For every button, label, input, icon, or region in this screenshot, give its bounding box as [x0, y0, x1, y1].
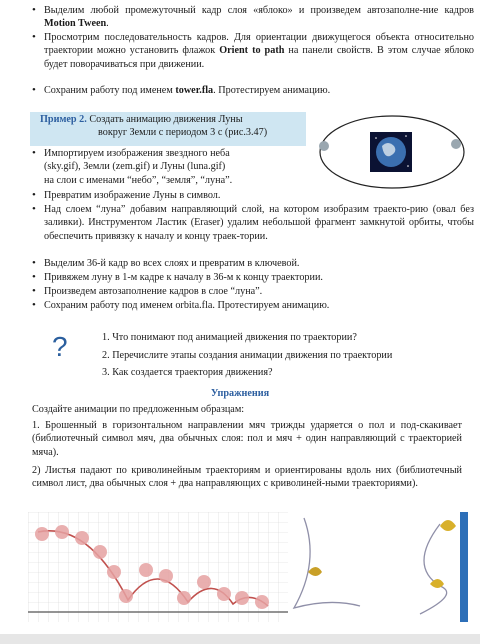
exercise-1: 1. Брошенный в горизонтальном направлении мяч трижды ударяется о пол и под-скакивает (библиотечный символ мяч, два обычных слоя: пол и мяч + один направляющий с траекторией мяча).	[32, 420, 462, 458]
bold-term: Motion Tween	[44, 18, 107, 30]
text: Сохраним работу под именем	[44, 85, 176, 96]
bullet-guide-layer: • Над слоем “луна” добавим направляющий слой, на котором изобразим траекто-рию (овал без заливки). Инструментом Ластик (Eraser) удалим небольшой фрагмент замкнутой орбиты, чтобы обеспечить привязку к началу и концу траек-тории.	[32, 203, 474, 243]
question-mark-icon: ?	[52, 331, 68, 362]
moon-left	[319, 141, 329, 151]
exercise-2: 2) Листья падают по криволинейным траекториям и ориентированы вдоль них (библиотечный символ лист, два обычных слоя + два направляющих с криволиней-ными траекториями).	[32, 465, 462, 490]
example-line1: Создать анимацию движения Луны	[86, 114, 243, 125]
leaf-path-1	[294, 518, 360, 608]
text: на слои с именами “небо”, “земля”, “луна”.	[44, 174, 233, 186]
text: Выделим любой промежуточный кадр слоя «яблоко» и произведем автозаполне-ние кадров	[44, 5, 474, 16]
example-label: Пример 2.	[40, 114, 87, 125]
moon-right	[451, 139, 461, 149]
text: .	[106, 18, 109, 30]
exercises-heading: Упражнения	[210, 388, 270, 399]
text: Импортируем изображения звездного неба	[44, 148, 230, 159]
example-line2: вокруг Земли с периодом 3 с (рис.3.47)	[98, 127, 268, 138]
bouncing-ball-image	[28, 512, 288, 622]
page-footer-strip	[0, 634, 480, 644]
bullet-symbol: • Превратим изображение Луны в символ.	[32, 189, 474, 202]
text: . Протестируем анимацию.	[213, 85, 331, 96]
leaf-path-2	[420, 524, 447, 614]
question-2: 2. Перечислите этапы создания анимации движения по траектории	[102, 350, 393, 361]
bullet-autofill: • Произведем автозаполнение кадров в слое “луна”.	[32, 285, 474, 298]
question-1: 1. Что понимают под анимацией движения по траектории?	[102, 332, 357, 343]
leaf-icon	[308, 520, 456, 588]
text: Просмотрим последовательность кадров. Для ориентации движущегося объекта относительно траектории можно установить флажок	[44, 32, 474, 57]
example-title	[40, 113, 310, 126]
bullet-motion-tween	[32, 4, 474, 31]
bullet-bind-moon: • Привяжем луну в 1-м кадре к началу в 36-м к концу траектории.	[32, 271, 474, 284]
bullet-save-tower	[32, 84, 474, 97]
text: на панели свойств. В этом случае яблоко будет поворачиваться при движении.	[44, 45, 474, 70]
bold-term: tower.fla	[175, 85, 214, 96]
text: (sky.gif), Земли (zem.gif) и Луны (luna.gif)	[44, 161, 226, 173]
bullet-import	[32, 147, 304, 187]
bullet-keyframe: • Выделим 36-й кадр во всех слоях и превратим в ключевой.	[32, 257, 474, 270]
bullet-save-orbita: • Сохраним работу под именем orbita.fla. Протестируем анимацию.	[32, 299, 474, 312]
bold-term: Orient to path	[219, 45, 285, 57]
page-edge-bar	[460, 512, 468, 622]
bullet-orient-to-path	[32, 31, 474, 71]
falling-leaves-image	[290, 512, 468, 622]
exercises-intro: Создайте анимации по предложенным образцам:	[32, 404, 245, 415]
earth-moon-orbit-image	[306, 106, 466, 196]
question-3: 3. Как создается траектория движения?	[102, 367, 273, 378]
